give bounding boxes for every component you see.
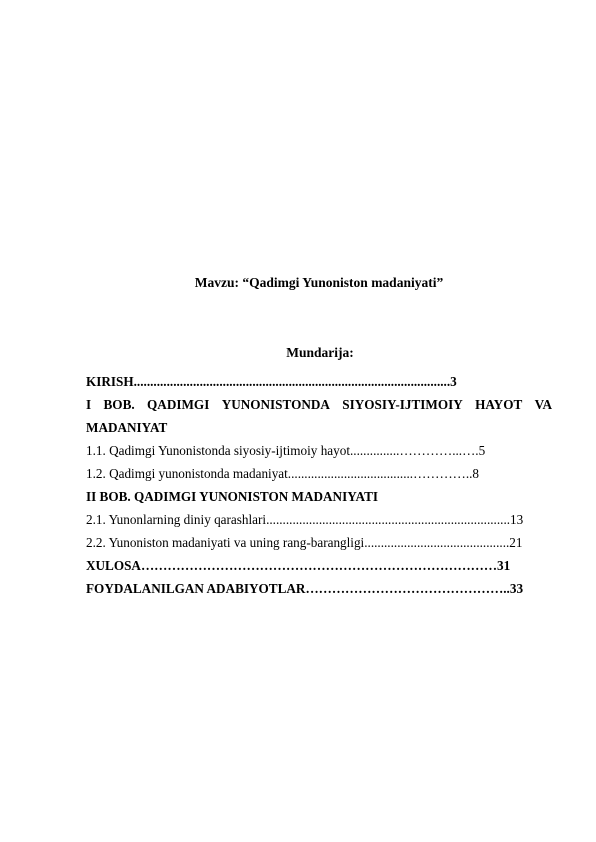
table-of-contents — [86, 370, 552, 600]
toc-word: I — [86, 397, 92, 412]
topic-title: Mavzu: “Qadimgi Yunoniston madaniyati” — [194, 275, 444, 290]
toc-word: QADIMGI — [147, 397, 210, 412]
toc-entry-1-1: 1.1. Qadimgi Yunonistonda siyosiy-ijtimoiy hayot...............…………...….5 — [86, 443, 486, 458]
toc-word: BOB. — [103, 397, 135, 412]
toc-entry-chapter-1-line-1 — [86, 393, 552, 416]
toc-word: HAYOT — [475, 397, 523, 412]
toc-entry-bibliography: FOYDALANILGAN ADABIYOTLAR………………………………………..33 — [86, 581, 524, 596]
toc-entry-xulosa: XULOSA………………………………………………………………………31 — [86, 558, 511, 573]
toc-word: SIYOSIY-IJTIMOIY — [342, 397, 463, 412]
toc-heading: Mundarija: — [286, 345, 354, 360]
toc-entry-2-2: 2.2. Yunoniston madaniyati va uning rang-barangligi............................................21 — [86, 535, 523, 550]
toc-entry-2-1: 2.1. Yunonlarning diniy qarashlari..........................................................................13 — [86, 512, 524, 527]
toc-word: VA — [534, 397, 552, 412]
toc-entry-chapter-1-line-2: MADANIYAT — [86, 420, 168, 435]
toc-word: YUNONISTONDA — [221, 397, 330, 412]
toc-entry-kirish: KIRISH................................................................................................3 — [86, 374, 457, 389]
toc-entry-1-2: 1.2. Qadimgi yunonistonda madaniyat......................................…………..8 — [86, 466, 480, 481]
toc-entry-chapter-2: II BOB. QADIMGI YUNONISTON MADANIYATI — [86, 489, 378, 504]
